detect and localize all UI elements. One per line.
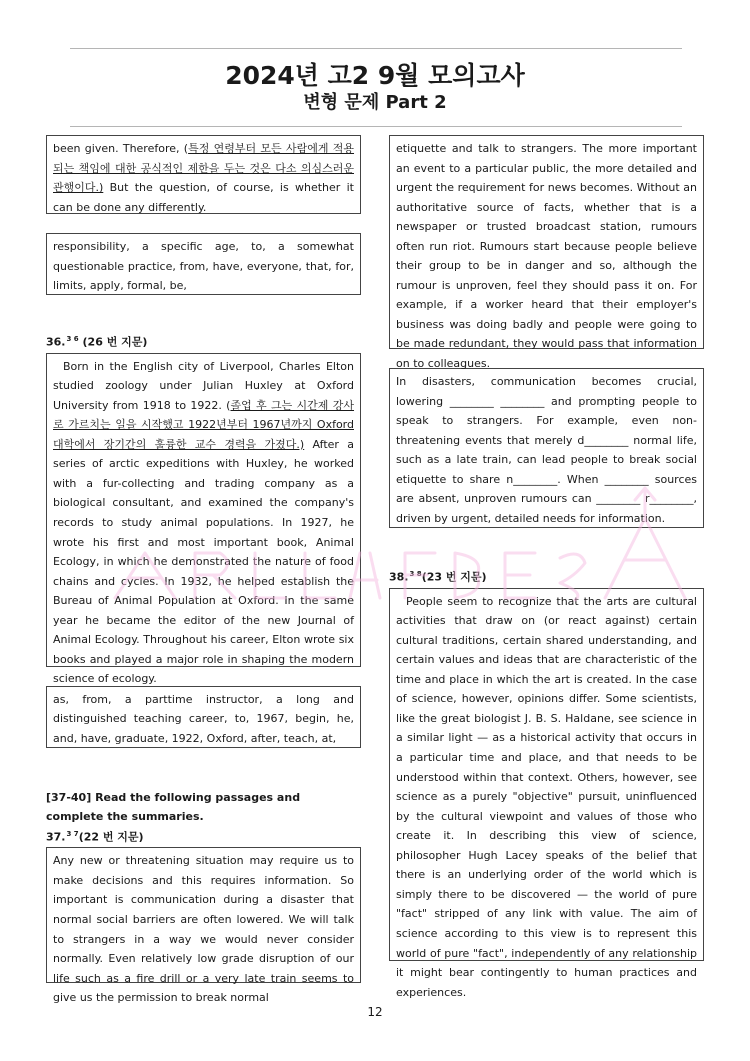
passage-37-end: etiquette and talk to strangers. The more important an event to a particular public, the more detailed and urgent the requirement for news becomes. Without an authoritative source of facts, whether that is a newspaper or trusted broadcast station, rumours often run riot. Rumours start because people believe their group to be in danger and so, although the rumour is unproven, feel they should pass it on. For example, if a worker heard that their employer's business was doing badly and people were going to be made redundant, they would pass that information on to colleagues. <box>389 135 704 349</box>
question-36-label: 36.$^{3 6}$ (26 번 지문) <box>46 335 148 349</box>
underlined-translation: 졸업 후 그는 시간제 강사로 가르치는 일을 시작했고 1922년부터 1967년까지 Oxford 대학에서 장기간의 훌륭한 교수 경력을 가졌다.) <box>53 398 355 451</box>
underlined-translation: 특정 연령부터 모든 사람에게 적용되는 책임에 대한 공식적인 제한을 두는 것은 다소 의심스러운 관행이다.) <box>53 142 355 195</box>
passage-36 <box>46 353 361 686</box>
header-bottom-rule <box>70 126 682 127</box>
passage-38: People seem to recognize that the arts are cultural activities that draw on (or react against) certain cultural traditions, certain shared understanding, and certain values and ideas that are characteristic of the time and place in which the art is created. In the case of science, however, opinions differ. Some scientists, like the great biologist J. B. S. Haldane, see science in a similar light — as a historical activity that occurs in a particular time and place, and that needs to be understood within that context. Others, however, see science as a purely "objective" pursuit, uninfluenced by the cultural viewpoint and values of those who create it. In describing this view of science, philosopher Hugh Lacey speaks of the belief that there is an underlying order of the world which is simply there to be discovered — the world of pure "fact" stripped of any link with value. The aim of science according to this view is to represent this world of pure "fact", independently of any relationship it might bear contingently to human practices and experiences. <box>389 588 704 961</box>
passage-text: Born in the English city of Liverpool, Charles Elton studied zoology under Julian Huxley at Oxford University from 1918 to 1922. ( <box>53 359 354 412</box>
page-subtitle: 변형 문제 Part 2 <box>303 92 447 113</box>
page-title: 2024년 고2 9월 모의고사 <box>225 61 525 90</box>
summary-37: In disasters, communication becomes crucial, lowering ________ ________ and prompting people to speak to strangers. For example, even non-threatening events that merely d________ normal life, such as a late train, can lead people to break social etiquette to share n________. When ________ sources are absent, unproven rumours can ________ r________, driven by urgent, detailed needs for information. <box>389 368 704 528</box>
header-top-rule <box>70 48 682 49</box>
passage-text: But the question, of course, is whether it can be done any differently. <box>53 181 354 214</box>
right-column <box>389 135 704 999</box>
passage-text: After a series of arctic expeditions with Huxley, he worked with a fur-collecting and trading company as a biological consultant, and examined the company's records to study animal populations. In 1927, he wrote his first and most important book, Animal Ecology, in which he demonstrated the nature of food chains and cycles. In 1932, he helped establish the Bureau of Animal Population at Oxford. In the same year he became the editor of the new Journal of Animal Ecology. Throughout his career, Elton wrote six books and played a major role in shaping the modern science of ecology. <box>53 437 354 686</box>
page-number: 12 <box>367 1005 383 1019</box>
section-instruction: [37-40] Read the following passages and complete the summaries. <box>46 790 301 823</box>
word-bank-36: as, from, a parttime instructor, a long and distinguished teaching career, to, 1967, begin, he, and, have, graduate, 1922, Oxford, after, teach, at, <box>46 686 361 748</box>
question-37-label: 37.$^{3 7}$(22 번 지문) <box>46 829 144 844</box>
word-bank-35: responsibility, a specific age, to, a somewhat questionable practice, from, have, everyone, that, for, limits, apply, formal, be, <box>46 233 361 295</box>
passage-text: been given. Therefore, ( <box>53 142 189 155</box>
left-column <box>46 135 361 1005</box>
passage-35-continuation <box>46 135 361 214</box>
passage-37-start: Any new or threatening situation may require us to make decisions and this requires information. So important is communication during a disaster that normal social barriers are often lowered. We will talk to strangers in a way we would never consider normally. Even relatively low grade disruption of our life such as a fire drill or a very late train seems to give us the permission to break normal <box>46 847 361 983</box>
question-38-label: 38.$^{3 8}$(23 번 지문) <box>389 570 487 584</box>
